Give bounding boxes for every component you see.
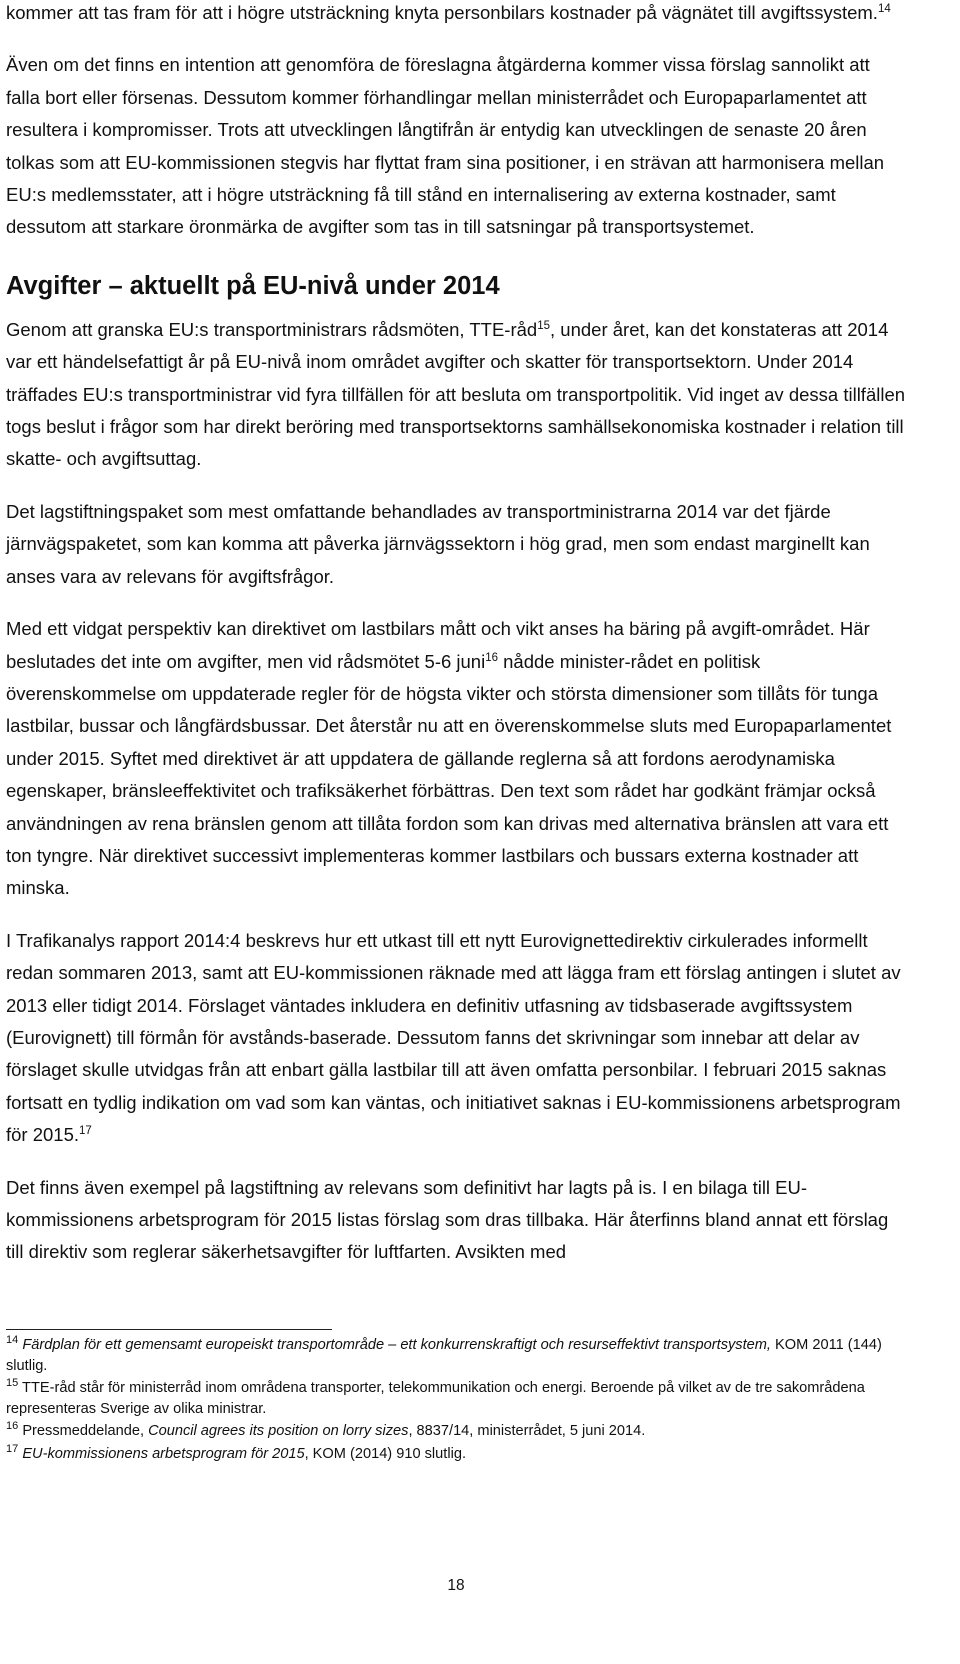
paragraph: Genom att granska EU:s transportministrars rådsmöten, TTE-råd$^{15}$, under året, kan det konstateras att 2014 var ett händelsefattigt år på EU-nivå inom området avgifter och skatter för transportsektorn. Under 2014 träffades EU:s transportministrar vid fyra tillfällen för att besluta om transportpolitik. Vid inget av dessa tillfällen togs beslut i frågor som har direkt beröring med transportsektorns samhällsekonomiska kostnader i relation till skatte- och avgiftsuttag. xyxy=(6,318,906,470)
footnote-14: $^{14}$ Färdplan för ett gemensamt europeiskt transportområde – ett konkurrenskraftigt och resurseffektivt transportsystem, KOM 2011 (144) slutlig. xyxy=(6,1334,882,1374)
paragraph: Det finns även exempel på lagstiftning av relevans som definitivt har lagts på is. I en bilaga till EU-kommissionens arbetsprogram för 2015 listas förslag som dras tillbaka. Här återfinns bland annat ett förslag till direktiv som reglerar säkerhetsavgifter för luftfarten. Avsikten med xyxy=(6,1176,889,1263)
footnote-ref-15[interactable]: 15 xyxy=(537,319,551,332)
footnote-16: $^{16}$ Pressmeddelande, Council agrees its position on lorry sizes, 8837/14, ministerrådet, 5 juni 2014. xyxy=(6,1420,646,1440)
paragraph: Med ett vidgat perspektiv kan direktivet om lastbilars mått och vikt anses ha bäring på avgift-området. Här beslutades det inte om avgifter, men vid rådsmötet 5-6 juni$^{16}$ nådde minister-rådet en politisk överenskommelse om uppdaterade regler för de högsta vikter och största dimensioner som tillåts för tunga lastbilar, bussar och långfärdsbussar. Det återstår nu att en överenskommelse sluts med Europaparlamentet under 2015. Syftet med direktivet är att uppdatera de gällande reglerna så att fordons aerodynamiska egenskaper, bränsleeffektivitet och trafiksäkerhet förbättras. Den text som rådet har godkänt främjar också användningen av rena bränslen genom att tillåta fordon som kan drivas med alternativa bränslen att vara ett ton tyngre. När direktivet successivt implementeras kommer lastbilars och bussars externa kostnader att minska. xyxy=(6,618,892,899)
document-body xyxy=(6,0,906,1269)
footnote-divider xyxy=(6,1329,332,1330)
footnote-ref-14[interactable]: 14 xyxy=(877,2,891,15)
page-number: 18 xyxy=(447,1577,465,1594)
paragraph: Även om det finns en intention att genomföra de föreslagna åtgärderna kommer vissa förslag sannolikt att falla bort eller försenas. Dessutom kommer förhandlingar mellan ministerrådet och Europaparlamentet att resultera i kompromisser. Trots att utvecklingen långtifrån är entydig kan utvecklingen de senaste 20 åren tolkas som att EU-kommissionen stegvis har flyttat fram sina positioner, i en strävan att harmonisera mellan EU:s medlemsstater, att i högre utsträckning få till stånd en internalisering av externa kostnader, samt dessutom att starkare öronmärka de avgifter som tas in till satsningar på transportsystemet. xyxy=(6,54,885,238)
footnotes xyxy=(6,1335,906,1467)
footnote-15: $^{15}$ TTE-råd står för ministerråd inom områdena transporter, telekommunikation och energi. Beroende på vilket av de tre sakområdena representeras Sverige av olika ministrar. xyxy=(6,1377,865,1417)
section-heading: Avgifter – aktuellt på EU-nivå under 2014 xyxy=(6,271,500,300)
paragraph: I Trafikanalys rapport 2014:4 beskrevs hur ett utkast till ett nytt Eurovignettedirektiv cirkulerades informellt redan sommaren 2013, samt att EU-kommissionen räknade med att lägga fram ett förslag antingen i slutet av 2013 eller tidigt 2014. Förslaget väntades inkludera en definitiv utfasning av tidsbaserade avgiftssystem (Eurovignett) till förmån för avstånds-baserade. Dessutom fanns det skrivningar som innebar att delar av förslaget skulle utvidgas från att enbart gälla lastbilar till att även omfatta personbilar. I februari 2015 saknas fortsatt en tydlig indikation om vad som kan väntas, och initiativet saknas i EU-kommissionens arbetsprogram för 2015.17 xyxy=(6,929,901,1146)
footnote-ref-16[interactable]: 16 xyxy=(485,651,498,664)
paragraph: kommer att tas fram för att i högre utsträckning knyta personbilars kostnader på vägnätet till avgiftssystem.$^{14}$ xyxy=(6,2,891,23)
footnote-17: $^{17}$ EU-kommissionens arbetsprogram för 2015, KOM (2014) 910 slutlig. xyxy=(6,1443,466,1462)
footnote-ref-17[interactable]: 17 xyxy=(79,1125,92,1138)
paragraph: Det lagstiftningspaket som mest omfattande behandlades av transportministrarna 2014 var det fjärde järnvägspaketet, som kan komma att påverka järnvägssektorn i hög grad, men som endast marginellt kan anses vara av relevans för avgiftsfrågor. xyxy=(6,500,870,587)
